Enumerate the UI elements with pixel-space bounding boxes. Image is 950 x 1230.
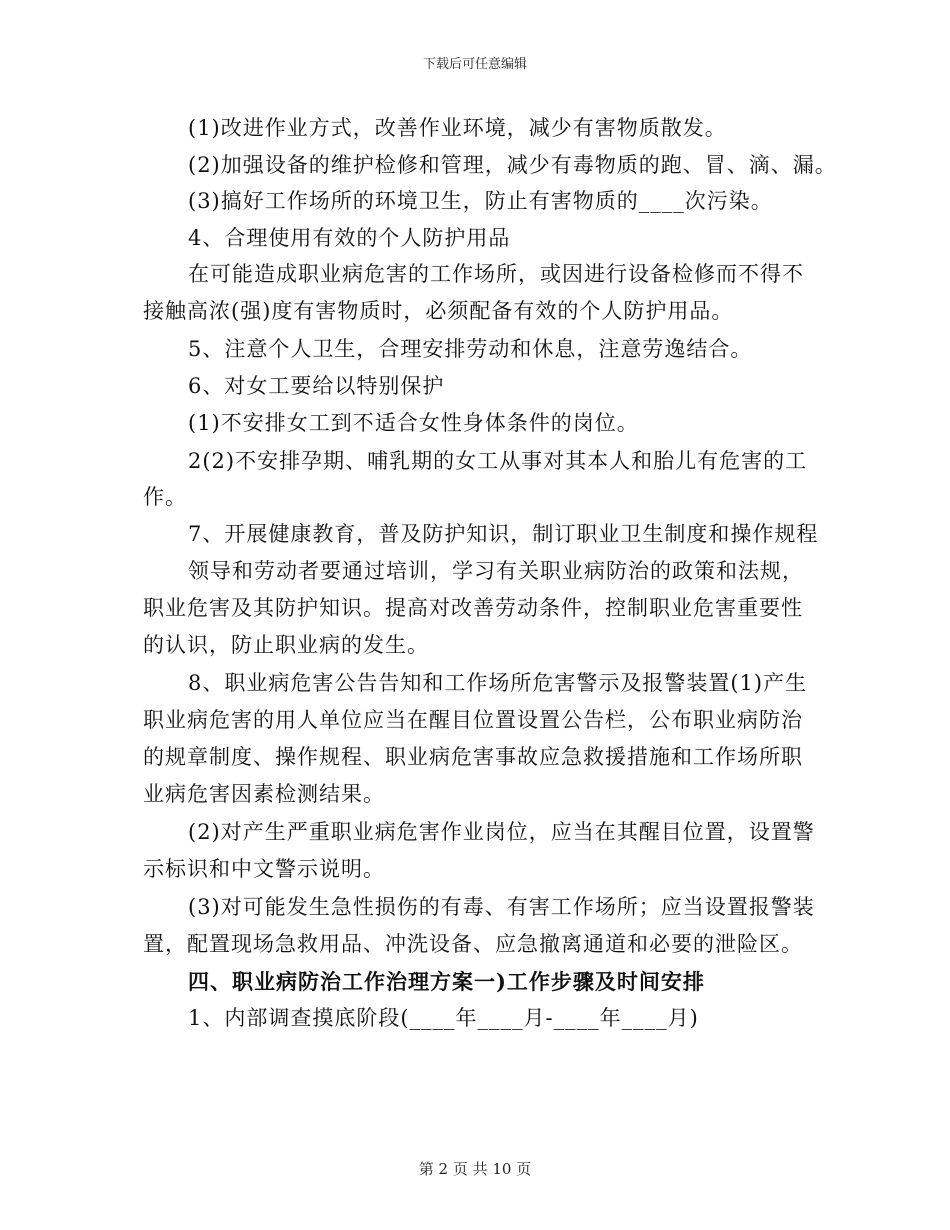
text-line: 职业病危害的用人单位应当在醒目位置设置公告栏，公布职业病防治 bbox=[143, 708, 803, 732]
text-line: 作。 bbox=[143, 485, 187, 509]
text-line: (3)对可能发生急性损伤的有毒、有害工作场所；应当设置报警装 bbox=[188, 895, 815, 919]
text-line: 置，配置现场急救用品、冲洗设备、应急撤离通道和必要的泄险区。 bbox=[143, 932, 803, 956]
text-line: (2)对产生严重职业病危害作业岗位，应当在其醒目位置，设置警 bbox=[188, 820, 815, 844]
text-line: 的规章制度、操作规程、职业病危害事故应急救援措施和工作场所职 bbox=[143, 745, 803, 769]
text-line: (2)加强设备的维护检修和管理，减少有毒物质的跑、冒、滴、漏。 bbox=[188, 153, 837, 177]
text-line: 职业危害及其防护知识。提高对改善劳动条件，控制职业危害重要性 bbox=[143, 596, 803, 620]
text-line: 领导和劳动者要通过培训，学习有关职业病防治的政策和法规， bbox=[188, 559, 804, 583]
text-line: 7、开展健康教育，普及防护知识，制订职业卫生制度和操作规程 bbox=[188, 522, 819, 546]
text-line: 示标识和中文警示说明。 bbox=[143, 857, 385, 881]
text-line: 2(2)不安排孕期、哺乳期的女工从事对其本人和胎儿有危害的工 bbox=[188, 449, 808, 473]
text-line: 1、内部调查摸底阶段(____年____月-____年____月) bbox=[188, 1006, 699, 1030]
text-line: (1)改进作业方式，改善作业环境，减少有害物质散发。 bbox=[188, 116, 727, 140]
text-line: 6、对女工要给以特别保护 bbox=[188, 374, 445, 398]
text-line: (3)搞好工作场所的环境卫生，防止有害物质的____次污染。 bbox=[188, 189, 773, 213]
text-line: 的认识，防止职业病的发生。 bbox=[143, 633, 429, 657]
text-line: 8、职业病危害公告告知和工作场所危害警示及报警装置(1)产生 bbox=[188, 671, 808, 695]
text-line: 4、合理使用有效的个人防护用品 bbox=[188, 226, 511, 250]
text-line: 接触高浓(强)度有害物质时，必须配备有效的个人防护用品。 bbox=[143, 299, 734, 323]
text-line: 在可能造成职业病危害的工作场所，或因进行设备检修而不得不 bbox=[188, 262, 804, 286]
section-heading: 四、职业病防治工作治理方案一)工作步骤及时间安排 bbox=[188, 969, 705, 994]
text-line: 5、注意个人卫生，合理安排劳动和休息，注意劳逸结合。 bbox=[188, 337, 753, 361]
page-footer: 第 2 页 共 10 页 bbox=[418, 1160, 532, 1178]
page-header: 下载后可任意编辑 bbox=[422, 57, 527, 72]
text-line: (1)不安排女工到不适合女性身体条件的岗位。 bbox=[188, 411, 639, 435]
text-line: 业病危害因素检测结果。 bbox=[143, 782, 385, 806]
